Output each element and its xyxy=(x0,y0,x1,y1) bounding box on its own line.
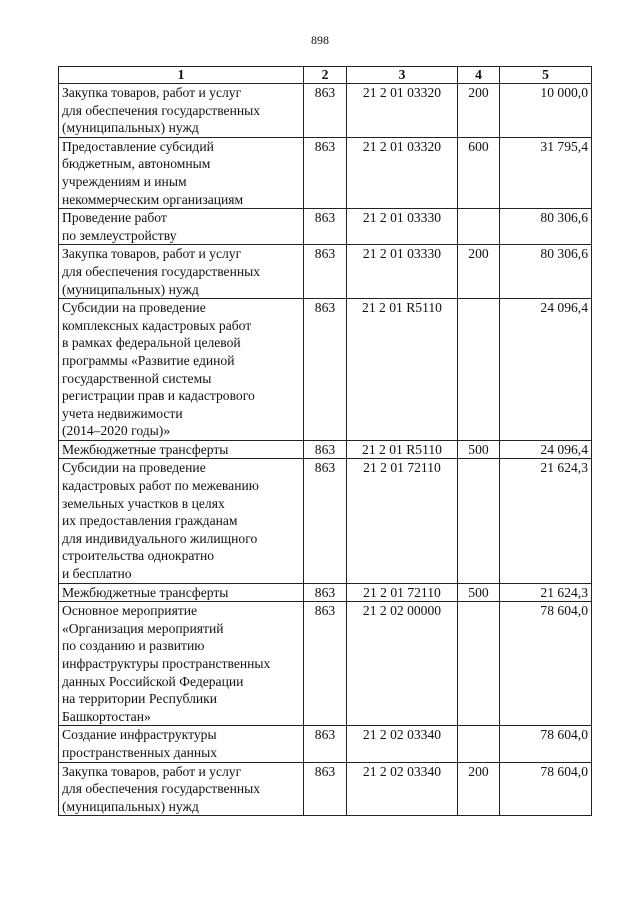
ministry-code-cell: 863 xyxy=(304,299,347,441)
ministry-code-cell: 863 xyxy=(304,209,347,245)
table-row xyxy=(59,762,592,816)
table-row xyxy=(59,583,592,602)
amount-cell: 31 795,4 xyxy=(500,137,592,208)
column-header: 3 xyxy=(347,67,458,84)
target-article-cell: 21 2 01 R5110 xyxy=(347,299,458,441)
target-article-cell: 21 2 01 03320 xyxy=(347,84,458,138)
target-article-cell: 21 2 01 R5110 xyxy=(347,440,458,459)
ministry-code-cell: 863 xyxy=(304,137,347,208)
expense-type-cell xyxy=(458,602,500,726)
amount-cell: 78 604,0 xyxy=(500,602,592,726)
target-article-cell: 21 2 01 72110 xyxy=(347,583,458,602)
column-header: 4 xyxy=(458,67,500,84)
expense-type-cell xyxy=(458,726,500,762)
ministry-code-cell: 863 xyxy=(304,583,347,602)
amount-cell: 78 604,0 xyxy=(500,726,592,762)
expense-name-cell: Субсидии на проведение комплексных кадастровых работ в рамках федеральной целевой программы «Развитие единой государственной системы регистрации прав и кадастрового учета недвижимости (2014–2020 годы)» xyxy=(59,299,304,441)
target-article-cell: 21 2 01 03330 xyxy=(347,209,458,245)
column-header: 1 xyxy=(59,67,304,84)
amount-cell: 21 624,3 xyxy=(500,459,592,583)
expense-type-cell xyxy=(458,299,500,441)
target-article-cell: 21 2 02 03340 xyxy=(347,726,458,762)
column-header: 5 xyxy=(500,67,592,84)
expense-name-cell: Межбюджетные трансферты xyxy=(59,440,304,459)
table-row xyxy=(59,245,592,299)
amount-cell: 24 096,4 xyxy=(500,299,592,441)
ministry-code-cell: 863 xyxy=(304,726,347,762)
table-header-row xyxy=(59,67,592,84)
table-row xyxy=(59,602,592,726)
ministry-code-cell: 863 xyxy=(304,245,347,299)
expense-type-cell xyxy=(458,459,500,583)
amount-cell: 80 306,6 xyxy=(500,209,592,245)
expense-type-cell: 500 xyxy=(458,440,500,459)
budget-table xyxy=(58,66,592,816)
expense-type-cell: 200 xyxy=(458,245,500,299)
ministry-code-cell: 863 xyxy=(304,440,347,459)
expense-type-cell: 200 xyxy=(458,84,500,138)
amount-cell: 80 306,6 xyxy=(500,245,592,299)
ministry-code-cell: 863 xyxy=(304,459,347,583)
expense-name-cell: Проведение работ по землеустройству xyxy=(59,209,304,245)
table-row xyxy=(59,137,592,208)
amount-cell: 24 096,4 xyxy=(500,440,592,459)
expense-type-cell: 600 xyxy=(458,137,500,208)
expense-name-cell: Основное мероприятие «Организация мероприятий по созданию и развитию инфраструктуры пространственных данных Российской Федерации на территории Республики Башкортостан» xyxy=(59,602,304,726)
ministry-code-cell: 863 xyxy=(304,602,347,726)
amount-cell: 10 000,0 xyxy=(500,84,592,138)
expense-name-cell: Закупка товаров, работ и услуг для обеспечения государственных (муниципальных) нужд xyxy=(59,245,304,299)
target-article-cell: 21 2 01 03320 xyxy=(347,137,458,208)
table-row xyxy=(59,726,592,762)
target-article-cell: 21 2 01 03330 xyxy=(347,245,458,299)
table-row xyxy=(59,299,592,441)
expense-name-cell: Закупка товаров, работ и услуг для обеспечения государственных (муниципальных) нужд xyxy=(59,84,304,138)
table-row xyxy=(59,209,592,245)
column-header: 2 xyxy=(304,67,347,84)
expense-name-cell: Субсидии на проведение кадастровых работ по межеванию земельных участков в целях их предоставления гражданам для индивидуального жилищного строительства однократно и бесплатно xyxy=(59,459,304,583)
table-row xyxy=(59,84,592,138)
table-row xyxy=(59,459,592,583)
target-article-cell: 21 2 02 00000 xyxy=(347,602,458,726)
ministry-code-cell: 863 xyxy=(304,762,347,816)
expense-type-cell xyxy=(458,209,500,245)
table-row xyxy=(59,440,592,459)
expense-name-cell: Предоставление субсидий бюджетным, автономным учреждениям и иным некоммерческим организациям xyxy=(59,137,304,208)
amount-cell: 21 624,3 xyxy=(500,583,592,602)
page-number: 898 xyxy=(311,33,329,47)
target-article-cell: 21 2 02 03340 xyxy=(347,762,458,816)
target-article-cell: 21 2 01 72110 xyxy=(347,459,458,583)
amount-cell: 78 604,0 xyxy=(500,762,592,816)
expense-name-cell: Межбюджетные трансферты xyxy=(59,583,304,602)
expense-name-cell: Создание инфраструктуры пространственных данных xyxy=(59,726,304,762)
expense-type-cell: 500 xyxy=(458,583,500,602)
expense-name-cell: Закупка товаров, работ и услуг для обеспечения государственных (муниципальных) нужд xyxy=(59,762,304,816)
expense-type-cell: 200 xyxy=(458,762,500,816)
ministry-code-cell: 863 xyxy=(304,84,347,138)
